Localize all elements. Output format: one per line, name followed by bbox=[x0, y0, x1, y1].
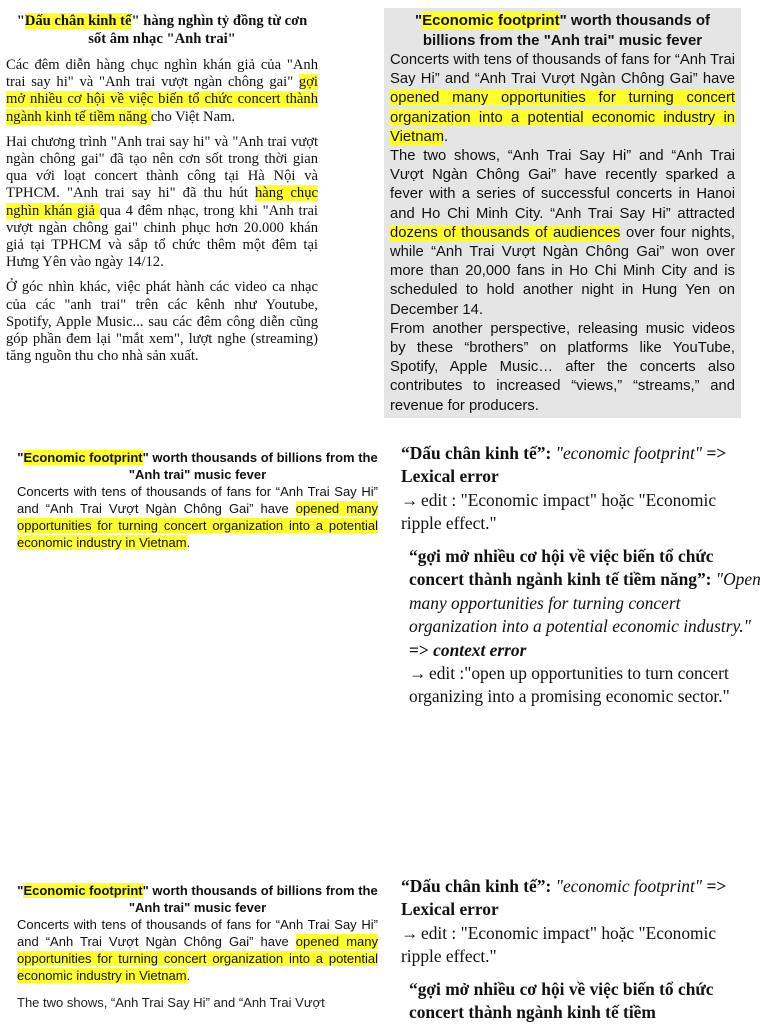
excerpt-paragraph: Concerts with tens of thousands of fans for “Anh Trai Say Hi” and “Anh Trai Vượt Ngàn Chông Gai” have opened many opportunities for turning concert organization into a potential economic industry in Vietnam. bbox=[17, 484, 378, 550]
highlight: opened many opportunities for turning concert organization into a potential economic industry in Vietnam bbox=[390, 90, 735, 145]
english-translation-panel bbox=[384, 8, 741, 418]
english-excerpt bbox=[17, 449, 378, 551]
lexical-error-note: “Dấu chân kinh tế”: "economic footprint" => Lexical error → edit : "Economic impact" hoặc "Economic ripple effect." bbox=[401, 443, 727, 534]
excerpt-paragraph: Concerts with tens of thousands of fans for “Anh Trai Say Hi” and “Anh Trai Vượt Ngàn Chông Gai” have opened many opportunities for turning concert organization into a potential economic industry in Vietnam. bbox=[17, 917, 378, 983]
highlight: dozens of thousands of audiences bbox=[390, 224, 621, 241]
english-excerpt-repeat bbox=[17, 882, 378, 1011]
highlight: Economic footprint bbox=[23, 450, 143, 465]
highlight: opened many opportunities for turning concert organization into a potential economic industry in Vietnam bbox=[17, 934, 378, 983]
english-paragraph-2: The two shows, “Anh Trai Say Hi” and “Anh Trai Vượt Ngàn Chông Gai” have recently sparked a fever with a series of successful concerts in Hanoi and Ho Chi Minh City. “Anh Trai Say Hi” attracted dozens of thousands of audiences over four nights, while “Anh Trai Vượt Ngàn Chông Gai” won over more than 20,000 fans in Ho Chi Minh City and is scheduled to hold another night in Hung Yen on December 14. bbox=[390, 148, 735, 318]
context-error-note: “gợi mở nhiều cơ hội về việc biến tổ chức concert thành ngành kinh tế tiềm năng”: "Open many opportunities for turning concert organization into a potential economic industry." => context error → edit :"open up opportunities to turn concert organizing into a promising economic sector." bbox=[409, 546, 761, 707]
vietnamese-paragraph-3: Ở góc nhìn khác, việc phát hành các video ca nhạc của các "anh trai" trên các kênh như Youtube, Spotify, Apple Music... sau các đêm công diễn cũng góp phần đem lại "mắt xem", lượt nghe (streaming) tăng nguồn thu cho nhà sản xuất. bbox=[6, 279, 318, 365]
highlight: gợi mở nhiều cơ hội về việc biến tổ chức concert thành ngành kinh tế tiềm năng bbox=[6, 74, 318, 125]
highlight: Economic footprint bbox=[422, 12, 560, 29]
highlight: Economic footprint bbox=[23, 883, 143, 898]
english-paragraph-3: From another perspective, releasing music videos by these “brothers” on platforms like YouTube, Spotify, Apple Music… after the concerts also contributes to increased “views,” “streams,” and revenue for producers. bbox=[390, 320, 735, 414]
arrow-icon: → bbox=[409, 663, 427, 684]
vietnamese-article bbox=[6, 12, 318, 373]
english-paragraph-1: Concerts with tens of thousands of fans for “Anh Trai Say Hi” and “Anh Trai Vượt Ngàn Chông Gai” have opened many opportunities for turning concert organization into a potential economic industry in Vietnam. bbox=[390, 52, 735, 145]
highlight: Dấu chân kinh tế bbox=[24, 13, 132, 29]
lexical-error-note-repeat: “Dấu chân kinh tế”: "economic footprint" => Lexical error → edit : "Economic impact" hoặc "Economic ripple effect." bbox=[401, 876, 727, 967]
vietnamese-paragraph-2: Hai chương trình "Anh trai say hi" và "Anh trai vượt ngàn chông gai" đã tạo nên cơn sốt trong thời gian qua với loạt concert thành công tại Hà Nội và TPHCM. "Anh trai say hi" đã thu hút hàng chục nghìn khán giả qua 4 đêm nhạc, trong khi "Anh trai vượt ngàn chông gai" chinh phục hơn 20.000 khán giả tại TPHCM và sắp tổ chức thêm một đêm tại Hưng Yên vào ngày 14/12. bbox=[6, 133, 318, 271]
vietnamese-title: "Dấu chân kinh tế" hàng nghìn tỷ đồng từ cơn sốt âm nhạc "Anh trai" bbox=[16, 13, 308, 47]
highlight: opened many opportunities for turning concert organization into a potential economic industry in Vietnam bbox=[17, 501, 378, 550]
arrow-icon: → bbox=[401, 489, 419, 510]
english-title: "Economic footprint" worth thousands of billions from the "Anh trai" music fever bbox=[414, 12, 711, 49]
vietnamese-paragraph-1: Các đêm diễn hàng chục nghìn khán giả của "Anh trai say hi" và "Anh trai vượt ngàn chông gai" gợi mở nhiều cơ hội về việc biến tổ chức concert thành ngành kinh tế tiềm năng cho Việt Nam. bbox=[6, 57, 318, 125]
excerpt-title: "Economic footprint" worth thousands of billions from the "Anh trai" music fever bbox=[17, 450, 378, 482]
excerpt-title: "Economic footprint" worth thousands of billions from the "Anh trai" music fever bbox=[17, 883, 378, 915]
highlight: hàng chục nghìn khán giả bbox=[6, 185, 318, 219]
excerpt-paragraph-2-cut: The two shows, “Anh Trai Say Hi” and “Anh Trai Vượt bbox=[17, 995, 325, 1010]
arrow-icon: → bbox=[401, 922, 419, 943]
context-error-note-repeat: “gợi mở nhiều cơ hội về việc biến tổ chức concert thành ngành kinh tế tiềm bbox=[409, 979, 714, 1023]
